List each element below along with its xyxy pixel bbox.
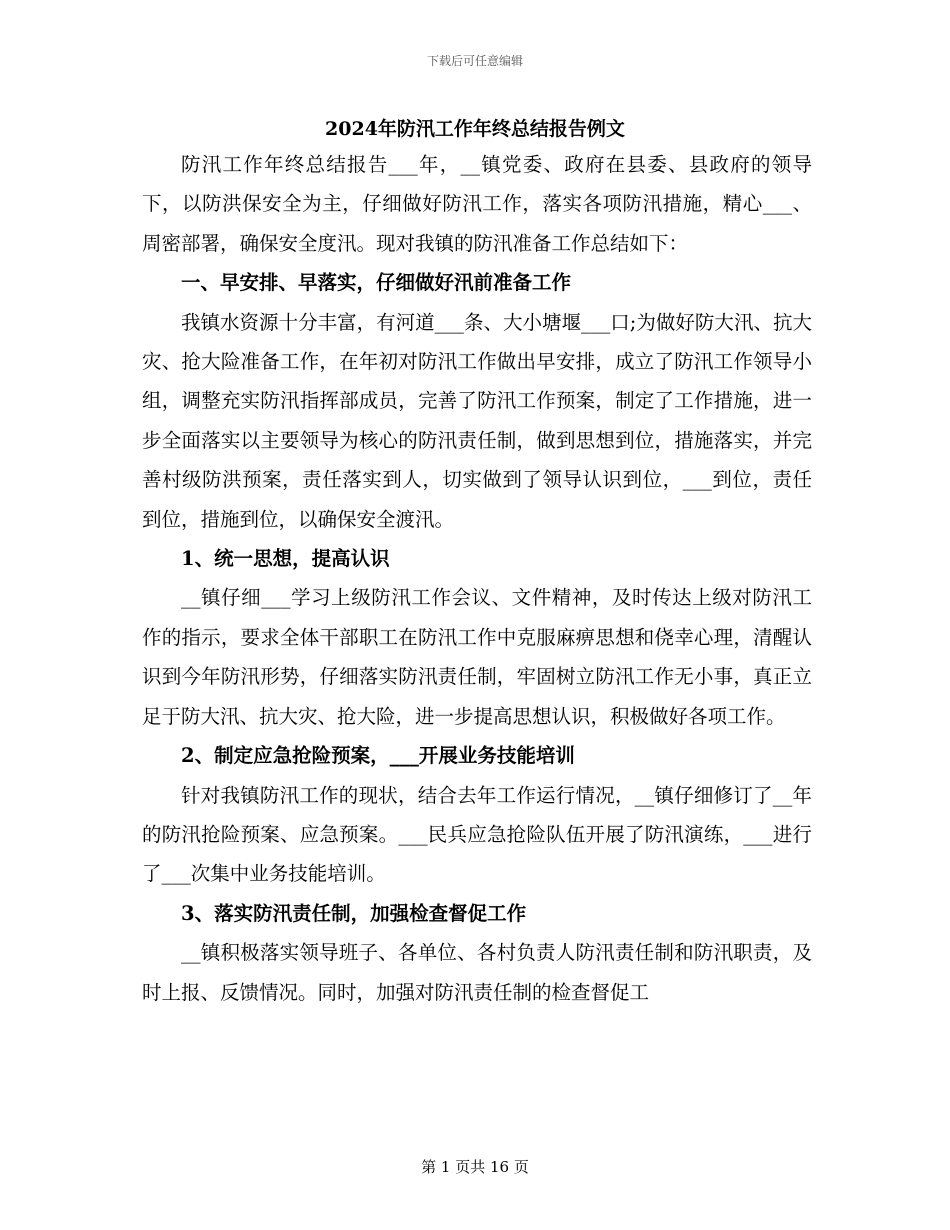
- subsection-heading-3: 3、落实防汛责任制，加强检查督促工作: [181, 901, 527, 925]
- page-header: 下载后可任意编辑: [426, 54, 523, 68]
- paragraph-subsection-3: __镇积极落实领导班子、各单位、各村负责人防汛责任制和防汛职责，及时上报、反馈情况。同时，加强对防汛责任制的检查督促工: [142, 941, 812, 1004]
- page-footer: 第 1 页共 16 页: [421, 1158, 529, 1176]
- paragraph-subsection-2: 针对我镇防汛工作的现状，结合去年工作运行情况，__镇仔细修订了__年的防汛抢险预案、应急预案。___民兵应急抢险队伍开展了防汛演练，___进行了___次集中业务技能培训。: [142, 783, 812, 886]
- subsection-heading-1: 1、统一思想，提高认识: [181, 547, 390, 571]
- paragraph-subsection-1: __镇仔细___学习上级防汛工作会议、文件精神，及时传达上级对防汛工作的指示，要求全体干部职工在防汛工作中克服麻痹思想和侥幸心理，清醒认识到今年防汛形势，仔细落实防汛责任制，牢固树立防汛工作无小事，真正立足于防大汛、抗大灾、抢大险，进一步提高思想认识，积极做好各项工作。: [142, 586, 812, 728]
- section-heading-1: 一、早安排、早落实，仔细做好汛前准备工作: [181, 271, 572, 295]
- paragraph-intro: 防汛工作年终总结报告___年，__镇党委、政府在县委、县政府的领导下，以防洪保安全为主，仔细做好防汛工作，落实各项防汛措施，精心___、周密部署，确保安全度汛。现对我镇的防汛准备工作总结如下：: [142, 153, 812, 255]
- document-body: [142, 145, 812, 1012]
- document-title: 2024年防汛工作年终总结报告例文: [325, 118, 625, 140]
- subsection-heading-2: 2、制定应急抢险预案，___开展业务技能培训: [181, 744, 575, 768]
- paragraph-section-1: 我镇水资源十分丰富，有河道___条、大小塘堰___口;为做好防大汛、抗大灾、抢大险准备工作，在年初对防汛工作做出早安排，成立了防汛工作领导小组，调整充实防汛指挥部成员，完善了防汛工作预案，制定了工作措施，进一步全面落实以主要领导为核心的防汛责任制，做到思想到位，措施落实，并完善村级防洪预案，责任落实到人，切实做到了领导认识到位，___到位，责任到位，措施到位，以确保安全渡汛。: [142, 310, 812, 531]
